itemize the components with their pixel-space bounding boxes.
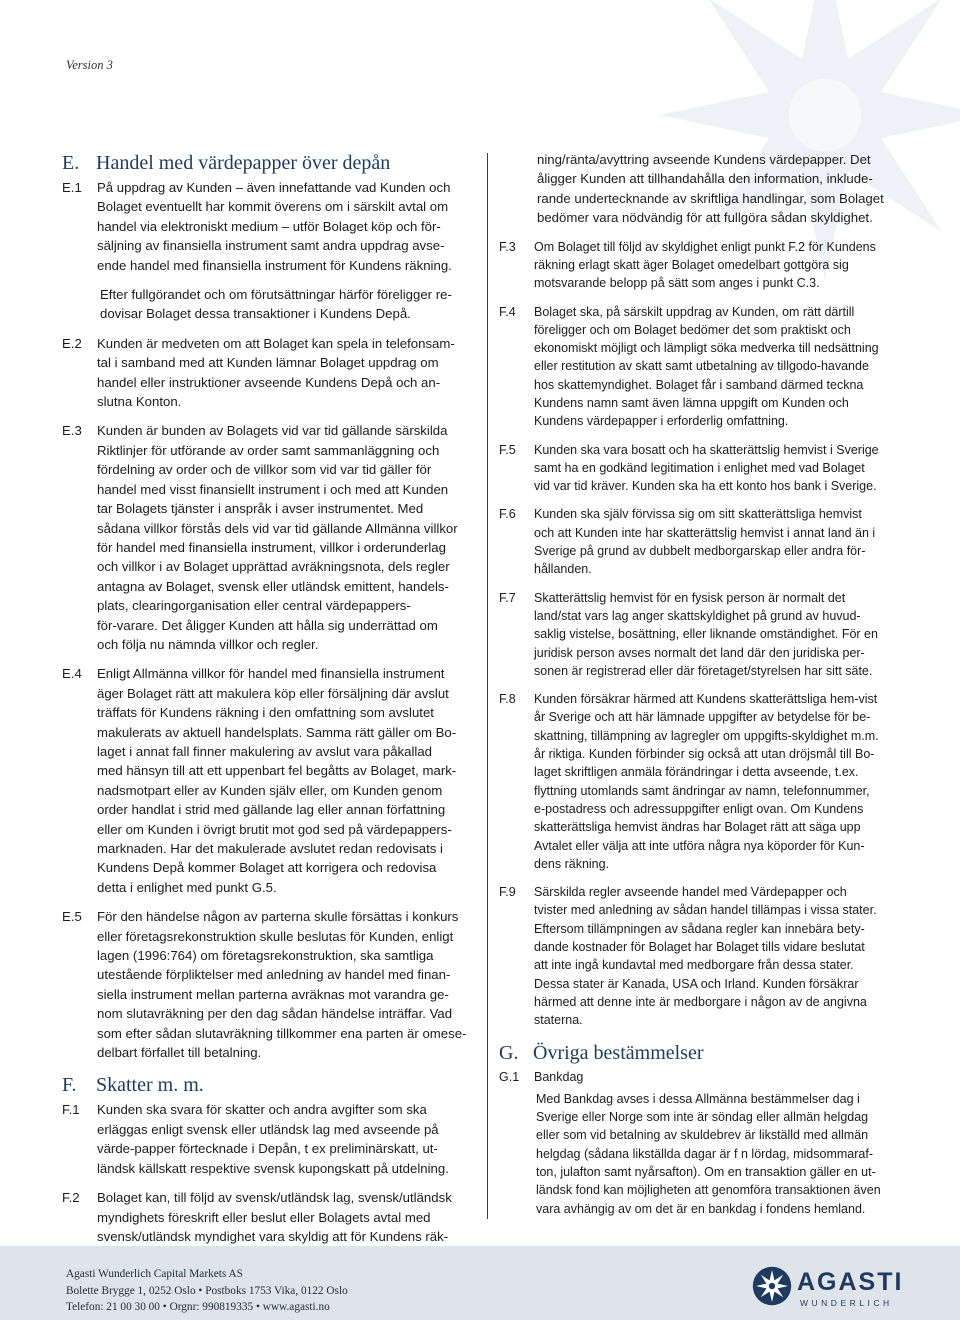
column-divider xyxy=(487,153,488,1219)
agasti-star-icon xyxy=(752,1266,792,1306)
clause-e3: E.3 Kunden är bunden av Bolagets vid var tid gällande särskilda Riktlinjer för utförande av order samt sammanläggning och fördelning av order och de villkor som vid var tid gäller för handel med visst finansiellt instrument i och med att Kunden tar Bolagets tjänster i anspråk i avser instrumentet. Med sådana villkor förstås dels vid var tid gällande Allmänna villkor för handel med finansiella instrument, villkor i orderunderlag och villkor i av Bolaget upprättad avräkningsnota, dels regler antagna av Bolaget, svensk eller utländsk emittent, handels- plats, clearingorganisation eller central värdepappers- för-varare. Det åligger Kunden att hålla sig underrättad om och följa nu nämnda villkor och regler. xyxy=(62,423,458,652)
clause-f3: F.3 Om Bolaget till följd av skyldighet enligt punkt F.2 för Kundens räkning erlagt skatt äger Bolaget omedelbart gottgöra sig motsvarande belopp på sätt som anges i punkt C.3. xyxy=(499,239,876,291)
left-column xyxy=(62,150,472,1276)
footer-contact: Telefon: 21 00 30 00 • Orgnr: 990819335 • www.agasti.no xyxy=(66,1301,330,1313)
logo-wordmark: AGASTI xyxy=(797,1268,904,1296)
clause-e1: E.1 På uppdrag av Kunden – även innefattande vad Kunden och Bolaget eventuellt har kommit överens om i särskilt avtal om handel via elektroniskt medium – utför Bolaget köp och för- säljning av finansiella instrument samt andra uppdrag avse- ende handel med finansiella instrument för Kundens räkning. xyxy=(62,180,452,273)
clause-f9: F.9 Särskilda regler avseende handel med Värdepapper och tvister med anledning av sådan handel tillämpas i vissa stater. Eftersom tillämpningen av sådana regler kan innebära bety- dande kostnader för Bolaget har Bolaget tills vidare beslutat att inte ingå kundavtal med medborgare från dessa stater. Dessa stater är Kanada, USA och Irland. Kunden försäkrar härmed att denne inte är medborgare i någon av de angivna staterna. xyxy=(499,885,877,1028)
clause-f8: F.8 Kunden försäkrar härmed att Kundens skatterättsliga hem-vist år Sverige och att här lämnade uppgifter av betydelse för be- skattning, tillämpning av lagregler om uppgifts-skyldighet m.m. år riktiga. Kunden förbinder sig också att utan dröjsmål till Bo- laget skriftligen anmäla förändringar i detta avseende, t.ex. flyttning utomlands samt ändringar av namn, telefonnummer, e-postadress och adressuppgifter enligt ovan. Om Kundens skatterättsliga hemvist ändras har Bolaget rätt att säga upp Avtalet eller välja att inte utföra några nya köporder för Kun- dens räkning. xyxy=(499,692,879,871)
section-heading-e: E. Handel med värdepapper över depån xyxy=(62,152,391,174)
section-heading-g: G. Övriga bestämmelser xyxy=(499,1041,704,1064)
clause-e5: E.5 För den händelse någon av parterna skulle försättas i konkurs eller företagsrekonstruktion skulle beslutas för Kunden, enligt lagen (1996:764) om företagsrekonstruktion, ska samtliga utestående förpliktelser med anledning av handel med finan- siella instrument mellan parterna avräknas mot varandra ge- nom slutavräkning per den dag sådan händelse inträffar. Vad som efter sådan slutavräkning tillkommer ena parten är omese- delbart förfallet till betalning. xyxy=(62,909,467,1061)
clause-e4: E.4 Enligt Allmänna villkor för handel med finansiella instrument äger Bolaget rätt att makulera köp eller försäljning där avslut träffats för Kundens räkning i den omfattning som avslutet makulerats av aktuell handelsplats. Samma rätt gäller om Bo- laget i annat fall finner makulering av avslut vara påkallad med hänsyn till att ett uppenbart fel begåtts av Bolaget, mark- nadsmotpart eller av Kunden själv eller, om Kunden genom order handlat i strid med gällande lag eller annan författning eller om Kunden i övrigt brutit mot god sed på värdepappers- marknaden. Har det makulerade avslutet redan redovisats i Kundens Depå kommer Bolaget att korrigera och redovisa detta i enlighet med punkt G.5. xyxy=(62,666,457,895)
clause-g1-paragraph: Med Bankdag avses i dessa Allmänna bestämmelser dag i Sverige eller Norge som inte är söndag eller allmän helgdag eller som vid betalning av skuldebrev är likställd med allmän helgdag (sådana likställda dagar är f n lördag, midsommaraf- ton, julafton samt nyårsafton). Om en transaktion gäller en ut- ländsk fond kan möjligheten att genomföra transaktionen även vara avhängig av om det är en bankdag i fondens hemland. xyxy=(536,1091,881,1216)
clause-f2: F.2 Bolaget kan, till följd av svensk/utländsk lag, svensk/utländsk myndighets föreskrift eller beslut eller Bolagets avtal med svensk/utländsk myndighet vara skyldig att för Kundens räk- xyxy=(62,1190,452,1244)
clause-f4: F.4 Bolaget ska, på särskilt uppdrag av Kunden, om rätt därtill föreligger och om Bolaget bedömer det som praktiskt och ekonomiskt möjligt och lämpligt söka medverka till nedsättning eller restitution av skatt samt utbetalning av tillgodo-havande hos skattemyndighet. Bolaget får i samband därmed teckna Kundens namn samt även lämna uppgift om Kunden och Kundens värdepapper i erforderlig omfattning. xyxy=(499,304,879,429)
clause-f6: F.6 Kunden ska själv förvissa sig om sitt skatterättsliga hemvist och att Kunden inte har skatterättslig hemvist i annat land än i Sverige på grund av dubbelt medborgarskap eller andra för- hållanden. xyxy=(499,507,876,577)
footer-company: Agasti Wunderlich Capital Markets AS xyxy=(66,1268,243,1280)
footer xyxy=(0,1246,960,1320)
footer-contact-block xyxy=(66,1266,348,1316)
section-heading-f: F. Skatter m. m. xyxy=(62,1074,204,1097)
clause-e1-continuation: Efter fullgörandet och om förutsättningar härför föreligger re- dovisar Bolaget dessa transaktioner i Kundens Depå. xyxy=(100,287,452,322)
clause-g1: G.1 Bankdag xyxy=(499,1069,584,1084)
clause-f5: F.5 Kunden ska vara bosatt och ha skatterättslig hemvist i Sverige samt ha en godkänd legitimation i enlighet med vad Bolaget vid var tid kräver. Kunden ska ha ett konto hos bank i Sverige. xyxy=(499,442,879,494)
agasti-logo xyxy=(752,1266,902,1312)
footer-address: Bolette Brygge 1, 0252 Oslo • Postboks 1753 Vika, 0122 Oslo xyxy=(66,1284,348,1297)
logo-subtitle: WUNDERLICH xyxy=(800,1298,893,1308)
clause-f1: F.1 Kunden ska svara för skatter och andra avgifter som ska erläggas enligt svensk eller utländsk lag med avseende på värde-papper förtecknade i Depån, t ex preliminärskatt, ut- ländsk källskatt respektive svensk kupongskatt på utdelning. xyxy=(62,1102,449,1176)
right-column xyxy=(499,150,917,1228)
clause-e2: E.2 Kunden är medveten om att Bolaget kan spela in telefonsam- tal i samband med att Kunden lämnar Bolaget uppdrag om handel eller instruktioner avseende Kundens Depå och an- slutna Konton. xyxy=(62,335,455,410)
clause-f2-continuation: ning/ränta/avyttring avseende Kundens värdepapper. Det åligger Kunden att tillhandahålla den information, inklude- rande undertecknande av skriftliga handlingar, som Bolaget bedömer vara nödvändig för att fullgöra sådan skyldighet. xyxy=(537,152,884,226)
version-label: Version 3 xyxy=(66,58,113,72)
clause-f7: F.7 Skatterättslig hemvist för en fysisk person är normalt det land/stat vars lag anger skattskyldighet på grund av huvud- saklig vistelse, bosättning, eller liknande omständighet. För en juridisk person avses normalt det land där den juridiska per- sonen är registrerad eller där företaget/styrelsen har sitt säte. xyxy=(499,590,878,678)
